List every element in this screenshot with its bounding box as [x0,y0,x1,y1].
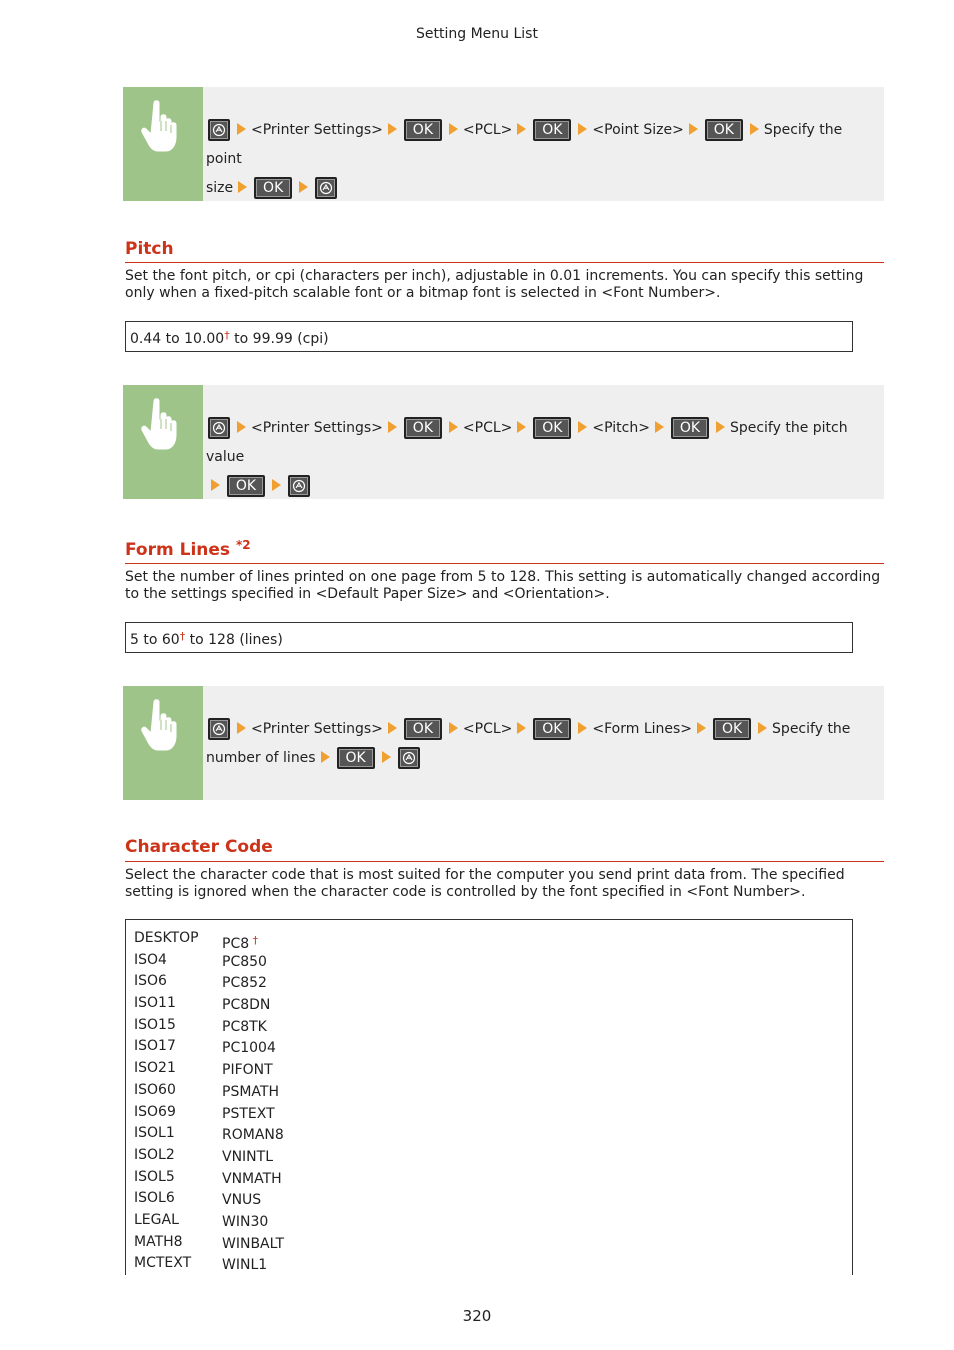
character-code-label: ISOL6 [134,1190,175,1207]
step-text: <PCL> [462,420,513,436]
character-code-label: ISOL2 [134,1146,175,1163]
hand-panel [123,87,203,201]
character-code-label: VNMATH [222,1170,282,1187]
arrow-right-icon [237,123,246,135]
menu-key-icon [208,417,230,439]
arrow-right-icon [388,421,397,433]
step-text: number of lines [206,750,316,766]
character-code-label: VNUS [222,1192,262,1209]
character-code-item [222,1125,284,1147]
ok-key-icon: OK [404,718,442,740]
character-code-item [134,1253,199,1275]
arrow-right-icon [449,722,458,734]
ok-key-icon: OK [254,177,292,199]
character-code-label: ISO11 [134,995,176,1012]
character-code-item [134,950,199,972]
character-code-label: MCTEXT [134,1255,192,1272]
arrow-right-icon [655,421,664,433]
page-header: Setting Menu List [416,26,538,42]
form-lines-range-box [125,622,853,653]
menu-key-icon [208,119,230,141]
section-rule [125,563,884,564]
character-code-label: VNINTL [222,1148,274,1165]
step-text: <PCL> [462,721,513,737]
procedure-steps [206,715,876,773]
character-code-item [222,1038,284,1060]
range-end: to 99.99 (cpi) [229,331,329,347]
menu-key-icon [398,747,420,769]
character-code-label: ROMAN8 [222,1127,284,1144]
step-text: size [206,180,234,196]
character-code-label: PSMATH [222,1083,279,1100]
arrow-right-icon [237,421,246,433]
arrow-right-icon [388,722,397,734]
step-text: <Printer Settings> [251,721,383,737]
procedure-box-form-lines [123,686,884,800]
procedure-line [206,715,876,744]
menu-key-icon [208,718,230,740]
procedure-box-pitch [123,385,884,499]
character-code-item [134,1188,199,1210]
procedure-steps [206,414,876,501]
arrow-right-icon [750,123,759,135]
character-code-label: PC8DN [222,997,271,1014]
arrow-right-icon [689,123,698,135]
character-code-label: ISO15 [134,1016,176,1033]
character-code-label: ISO21 [134,1060,176,1077]
step-text: <PCL> [462,122,513,138]
hand-pointer-icon [140,698,184,754]
arrow-right-icon [321,751,330,763]
ok-key-icon: OK [337,747,375,769]
pitch-range-box [125,321,853,352]
range-start: 5 to 60 [130,632,180,648]
menu-key-icon [288,475,310,497]
hand-panel [123,385,203,499]
ok-key-icon: OK [404,119,442,141]
hand-pointer-icon [140,99,184,155]
arrow-right-icon [517,722,526,734]
procedure-line [206,744,876,773]
arrow-right-icon [238,181,247,193]
character-code-label: ISOL5 [134,1168,175,1185]
procedure-line [206,472,876,501]
character-code-item [222,1082,284,1104]
section-title-form-lines [125,538,251,560]
character-code-label: LEGAL [134,1211,179,1228]
character-code-item [222,1190,284,1212]
step-text: <Printer Settings> [251,122,383,138]
arrow-right-icon [449,123,458,135]
arrow-right-icon [449,421,458,433]
ok-key-icon: OK [404,417,442,439]
step-text: <Pitch> [592,420,650,436]
step-text: <Printer Settings> [251,420,383,436]
arrow-right-icon [388,123,397,135]
character-code-item [222,1017,284,1039]
character-code-label: ISO17 [134,1038,176,1055]
character-code-item [134,1036,199,1058]
arrow-right-icon [578,421,587,433]
procedure-line [206,414,876,472]
section-description-pitch: Set the font pitch, or cpi (characters per inch), adjustable in 0.01 increments. You can specify this setting only when a fixed-pitch scalable font or a bitmap font is selected in <Font Number>. [125,268,864,301]
character-code-label: PC1004 [222,1040,276,1057]
step-text: <Form Lines> [592,721,693,737]
ok-key-icon: OK [533,718,571,740]
character-code-item [222,952,284,974]
arrow-right-icon [382,751,391,763]
character-code-label: PC8 [222,936,250,952]
character-code-item [134,971,199,993]
step-text: Specify the [772,721,851,737]
character-code-label: PC852 [222,975,267,992]
character-code-label: PC8TK [222,1018,267,1035]
default-marker: † [179,630,186,643]
section-rule [125,861,884,862]
character-code-label: WINL1 [222,1257,268,1274]
character-code-item [134,1232,199,1254]
form-lines-title-text: Form Lines [125,540,231,560]
character-code-item [134,928,199,950]
ok-key-icon: OK [227,475,265,497]
arrow-right-icon [578,722,587,734]
page-number: 320 [462,1307,492,1325]
arrow-right-icon [211,479,220,491]
procedure-box-point-size [123,87,884,201]
character-code-item [222,930,284,952]
character-code-label: PIFONT [222,1062,273,1079]
character-code-item [134,1015,199,1037]
arrow-right-icon [697,722,706,734]
arrow-right-icon [517,421,526,433]
arrow-right-icon [578,123,587,135]
character-code-item [134,993,199,1015]
character-code-item [222,1104,284,1126]
procedure-line [206,116,876,174]
character-code-item [222,1212,284,1234]
procedure-line [206,174,876,203]
character-code-item [134,1167,199,1189]
ok-key-icon: OK [533,417,571,439]
character-code-label: PSTEXT [222,1105,275,1122]
character-code-item [134,1058,199,1080]
character-code-item [222,1060,284,1082]
procedure-steps [206,116,876,203]
footnote-marker: *2 [235,538,251,552]
step-text: <Point Size> [592,122,684,138]
character-code-label: DESKTOP [134,930,199,946]
ok-key-icon: OK [705,119,743,141]
character-code-item [222,973,284,995]
step-text: Specify the point [206,122,843,167]
character-code-item [134,1210,199,1232]
character-code-table [125,919,853,1275]
ok-key-icon: OK [533,119,571,141]
character-code-item [134,1123,199,1145]
character-code-label: PC850 [222,953,267,970]
section-description-form-lines: Set the number of lines printed on one page from 5 to 128. This setting is automatically changed according to the settings specified in <Default Paper Size> and <Orientation>. [125,569,881,602]
character-code-label: ISOL1 [134,1125,175,1142]
ok-key-icon: OK [713,718,751,740]
hand-panel [123,686,203,800]
character-code-label: ISO6 [134,973,167,990]
arrow-right-icon [272,479,281,491]
character-code-label: ISO4 [134,951,167,968]
section-title-character-code: Character Code [125,837,273,857]
arrow-right-icon [758,722,767,734]
character-code-label: WINBALT [222,1235,285,1252]
arrow-right-icon [299,181,308,193]
default-marker: † [224,329,230,342]
character-code-item [134,1145,199,1167]
arrow-right-icon [716,421,725,433]
range-start: 0.44 to 10.00 [130,331,225,347]
character-code-label: MATH8 [134,1233,183,1250]
range-end: to 128 (lines) [185,632,283,648]
character-code-item [222,1255,284,1277]
hand-pointer-icon [140,397,184,453]
default-marker: † [249,934,259,947]
section-description-character-code: Select the character code that is most suited for the computer you send print data from. The specified setting is ignored when the character code is controlled by the font specified in <Font Number>. [125,867,845,900]
character-code-item [222,1147,284,1169]
ok-key-icon: OK [671,417,709,439]
section-rule [125,262,884,263]
character-code-column-1 [134,928,199,1275]
character-code-label: WIN30 [222,1213,269,1230]
section-title-pitch: Pitch [125,239,174,259]
character-code-label: ISO69 [134,1103,176,1120]
character-code-label: ISO60 [134,1081,176,1098]
character-code-item [134,1102,199,1124]
character-code-item [222,1234,284,1256]
arrow-right-icon [237,722,246,734]
arrow-right-icon [517,123,526,135]
character-code-item [222,1169,284,1191]
step-text: Specify the pitch value [206,420,848,465]
character-code-column-2 [222,930,284,1277]
character-code-item [222,995,284,1017]
menu-key-icon [315,177,337,199]
character-code-item [134,1080,199,1102]
